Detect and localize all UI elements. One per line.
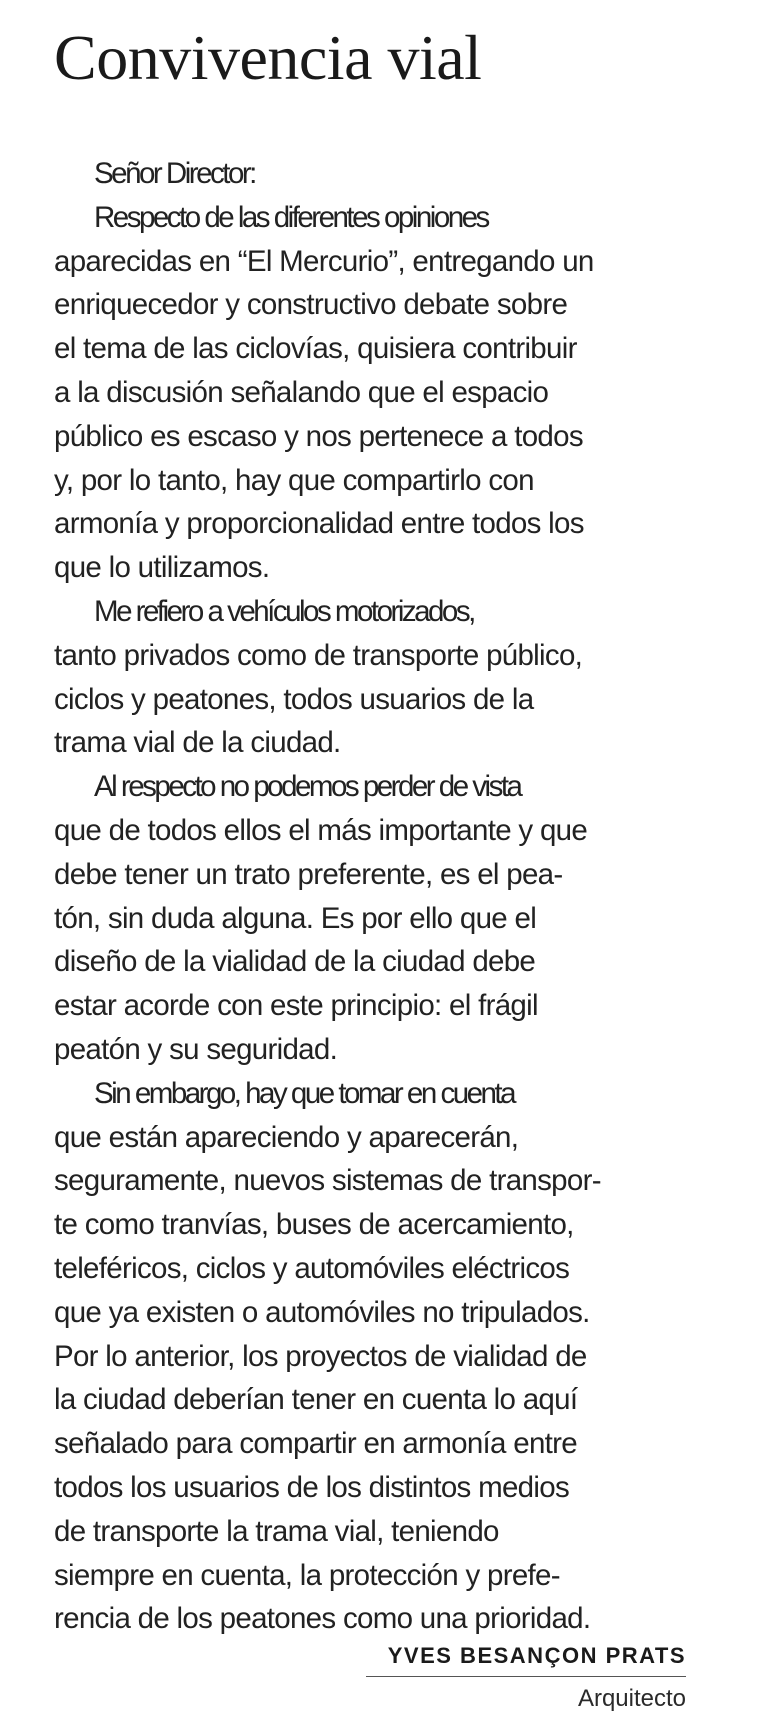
- body-line: el tema de las ciclovías, quisiera contribuir: [54, 332, 577, 366]
- body-line: Respecto de las diferentes opiniones: [94, 200, 488, 234]
- body-line: ciclos y peatones, todos usuarios de la: [54, 682, 534, 716]
- body-line: peatón y su seguridad.: [54, 1032, 338, 1066]
- signature-block: [366, 1640, 686, 1715]
- body-line: público es escaso y nos pertenece a todos: [54, 419, 583, 453]
- body-line: debe tener un trato preferente, es el pea-: [54, 857, 563, 891]
- body-line: armonía y proporcionalidad entre todos los: [54, 507, 584, 541]
- headline: Convivencia vial: [54, 22, 482, 93]
- body-line: que de todos ellos el más importante y que: [54, 813, 588, 847]
- body-line: tanto privados como de transporte público,: [54, 638, 583, 672]
- body-line: que ya existen o automóviles no tripulados.: [54, 1295, 590, 1329]
- body-line: teleféricos, ciclos y automóviles eléctricos: [54, 1251, 570, 1285]
- body-line: seguramente, nuevos sistemas de transpor-: [54, 1164, 601, 1198]
- body-line: que están apareciendo y aparecerán,: [54, 1120, 519, 1154]
- author-name: YVES BESANÇON PRATS: [387, 1643, 686, 1668]
- letter-body: [54, 152, 686, 1641]
- body-line: de transporte la trama vial, teniendo: [54, 1514, 499, 1548]
- body-line: todos los usuarios de los distintos medios: [54, 1470, 569, 1504]
- body-line: Me refiero a vehículos motorizados,: [94, 594, 474, 628]
- body-line: Sin embargo, hay que tomar en cuenta: [94, 1076, 515, 1110]
- body-line: trama vial de la ciudad.: [54, 726, 341, 760]
- body-line: la ciudad deberían tener en cuenta lo aquí: [54, 1383, 578, 1417]
- salutation: Señor Director:: [94, 157, 255, 190]
- body-line: diseño de la vialidad de la ciudad debe: [54, 945, 536, 979]
- body-line: señalado para compartir en armonía entre: [54, 1427, 577, 1461]
- body-line: Al respecto no podemos perder de vista: [94, 770, 521, 804]
- body-line: aparecidas en “El Mercurio”, entregando un: [54, 244, 594, 278]
- author-role: Arquitecto: [577, 1685, 686, 1712]
- signature-divider: [366, 1676, 686, 1677]
- body-line: siempre en cuenta, la protección y prefe-: [54, 1558, 560, 1592]
- body-line: y, por lo tanto, hay que compartirlo con: [54, 463, 534, 497]
- body-line: te como tranvías, buses de acercamiento,: [54, 1208, 574, 1242]
- body-line: a la discusión señalando que el espacio: [54, 375, 549, 409]
- body-line: Por lo anterior, los proyectos de vialidad de: [54, 1339, 587, 1373]
- letter-article: [54, 0, 686, 1712]
- body-line: estar acorde con este principio: el frágil: [54, 989, 538, 1023]
- body-line: tón, sin duda alguna. Es por ello que el: [54, 901, 537, 935]
- body-line: enriquecedor y constructivo debate sobre: [54, 288, 568, 322]
- body-line: que lo utilizamos.: [54, 551, 270, 585]
- body-line: rencia de los peatones como una prioridad.: [54, 1602, 591, 1636]
